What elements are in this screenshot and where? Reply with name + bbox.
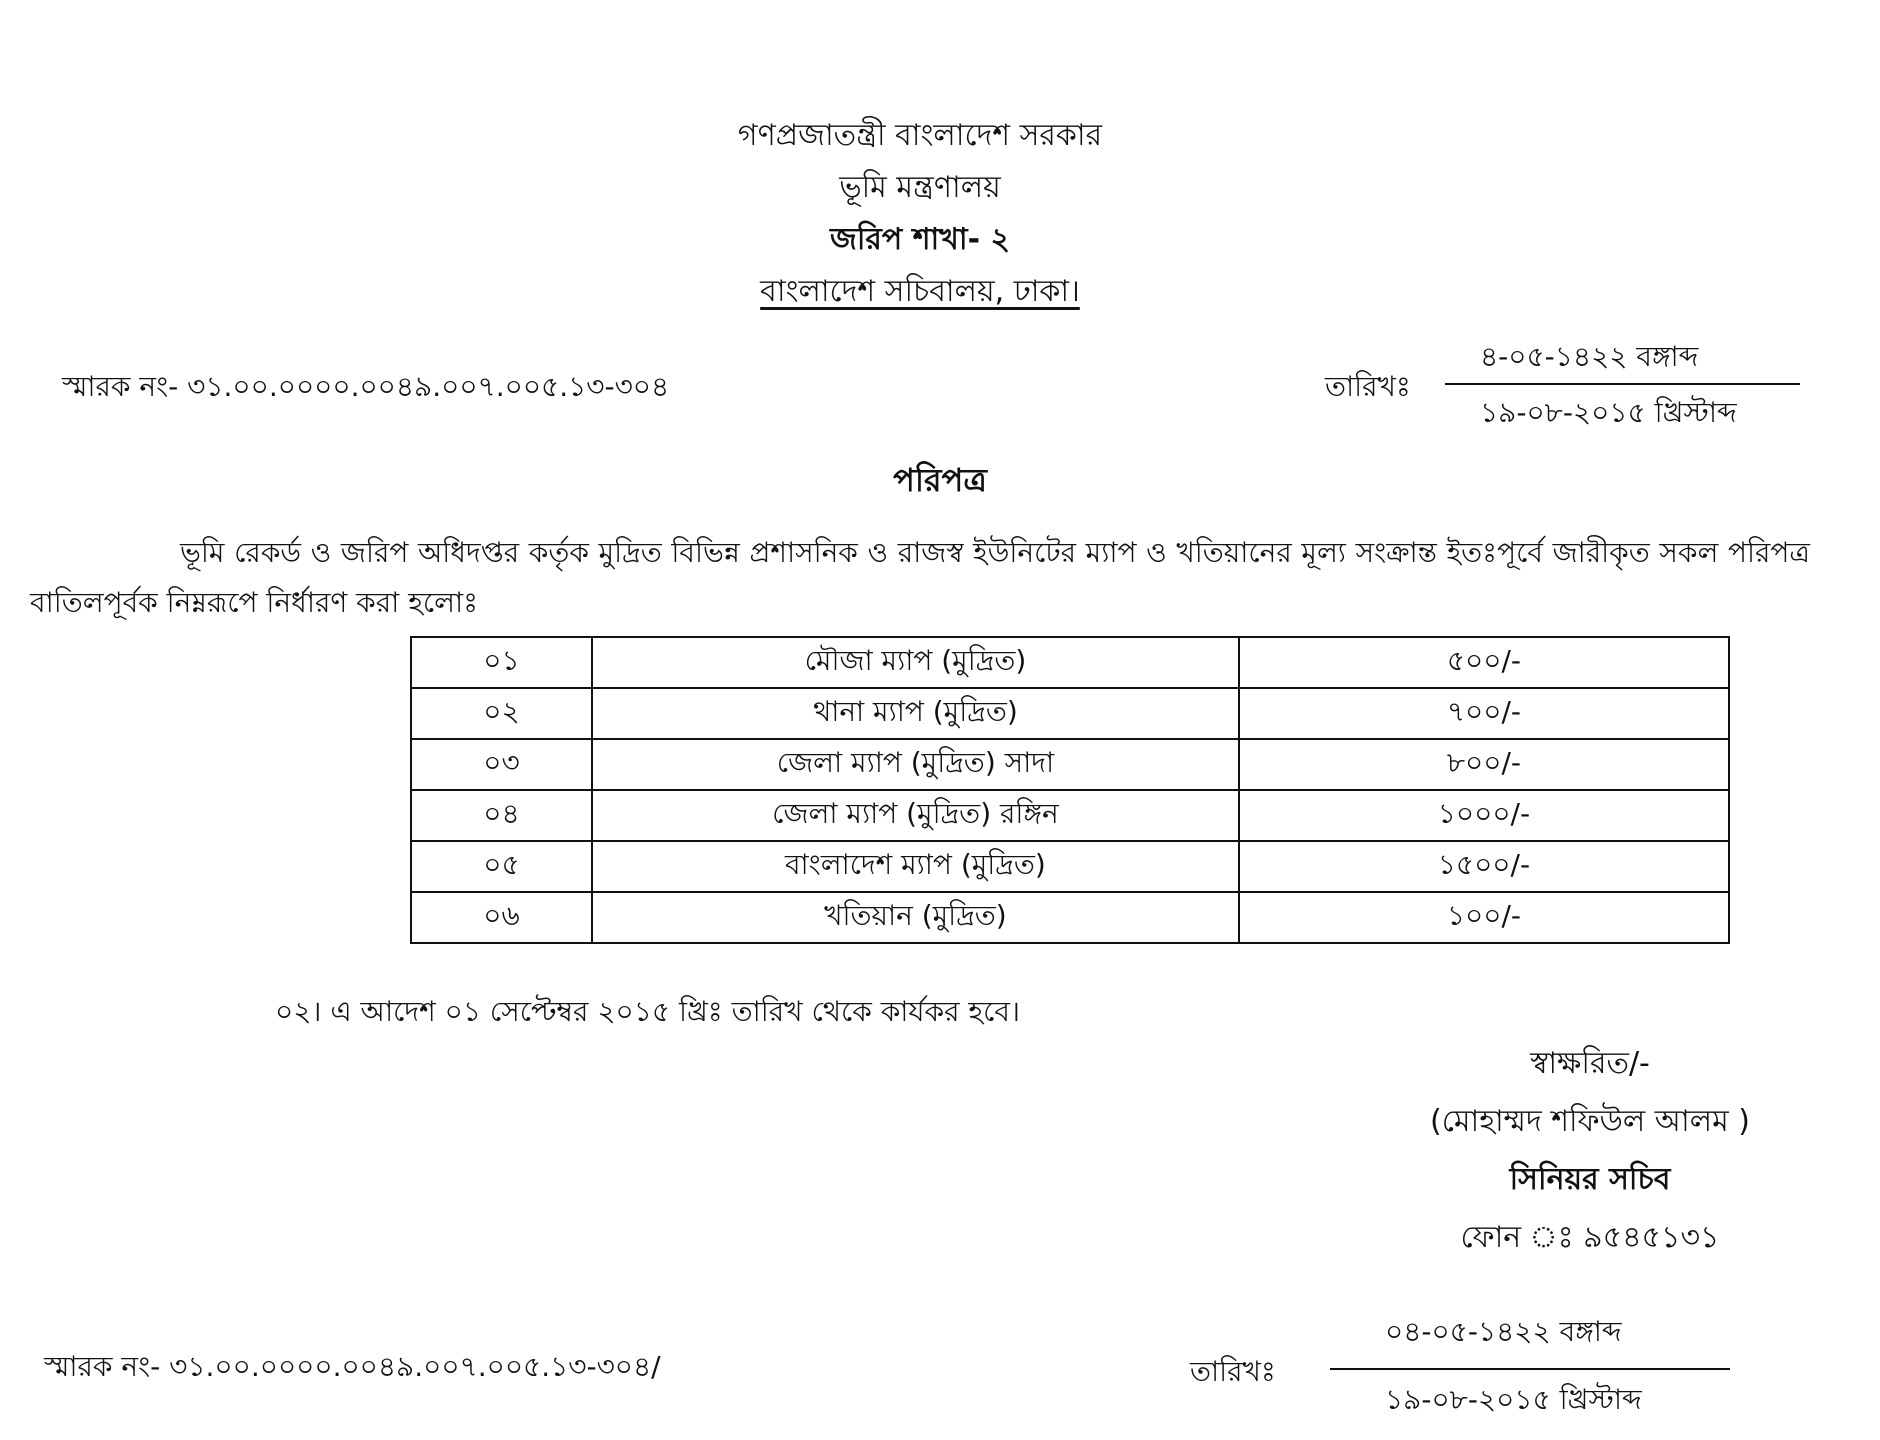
price-cell: ৮০০/- <box>1239 739 1729 790</box>
serial-cell: ০৩ <box>411 739 592 790</box>
price-table-body <box>411 637 1729 943</box>
letterhead <box>640 110 1200 318</box>
memo-number-top: স্মারক নং- ৩১.০০.০০০০.০০৪৯.০০৭.০০৫.১৩-৩০৪ <box>62 370 670 403</box>
serial-cell: ০৬ <box>411 892 592 943</box>
signed-mark: স্বাক্ষরিত/- <box>1530 1046 1650 1081</box>
table-row <box>411 739 1729 790</box>
body-paragraph: ভূমি রেকর্ড ও জরিপ অধিদপ্তর কর্তৃক মুদ্রিত বিভিন্ন প্রশাসনিক ও রাজস্ব ইউনিটের ম্যাপ ও খতিয়ানের মূল্য সংক্রান্ত ইতঃপূর্বে জারীকৃত সকল পরিপত্র বাতিলপূর্বক নিম্নরূপে নির্ধারণ করা হলোঃ <box>30 536 1810 619</box>
table-row <box>411 688 1729 739</box>
price-cell: ১৫০০/- <box>1239 841 1729 892</box>
signatory-designation: সিনিয়র সচিব <box>1509 1162 1671 1197</box>
price-cell: ৭০০/- <box>1239 688 1729 739</box>
date-bangla: ০৪-০৫-১৪২২ বঙ্গাব্দ <box>1385 1315 1622 1348</box>
ministry-name: ভূমি মন্ত্রণালয় <box>839 170 1001 205</box>
table-row <box>411 841 1729 892</box>
serial-cell: ০৫ <box>411 841 592 892</box>
branch-name: জরিপ শাখা- ২ <box>830 222 1010 257</box>
table-row <box>411 892 1729 943</box>
serial-cell: ০২ <box>411 688 592 739</box>
signature-block <box>1380 1035 1800 1267</box>
table-row <box>411 637 1729 688</box>
signatory-phone: ফোন ঃ ৯৫৪৫১৩১ <box>1460 1220 1720 1255</box>
date-block-top <box>1325 335 1805 435</box>
price-cell: ১০০/- <box>1239 892 1729 943</box>
date-english: ১৯-০৮-২০১৫ খ্রিস্টাব্দ <box>1480 396 1737 429</box>
item-cell: জেলা ম্যাপ (মুদ্রিত) রঙ্গিন <box>592 790 1239 841</box>
item-cell: মৌজা ম্যাপ (মুদ্রিত) <box>592 637 1239 688</box>
date-english: ১৯-০৮-২০১৫ খ্রিস্টাব্দ <box>1385 1383 1642 1416</box>
price-table <box>410 636 1730 944</box>
date-label: তারিখঃ <box>1190 1355 1276 1388</box>
price-cell: ১০০০/- <box>1239 790 1729 841</box>
item-cell: থানা ম্যাপ (মুদ্রিত) <box>592 688 1239 739</box>
effective-date-order: ০২। এ আদেশ ০১ সেপ্টেম্বর ২০১৫ খ্রিঃ তারিখ থেকে কার্যকর হবে। <box>275 995 1020 1028</box>
signatory-name: (মোহাম্মদ শফিউল আলম ) <box>1429 1104 1751 1139</box>
date-label: তারিখঃ <box>1325 370 1411 403</box>
date-divider <box>1445 383 1800 385</box>
serial-cell: ০১ <box>411 637 592 688</box>
government-name: গণপ্রজাতন্ত্রী বাংলাদেশ সরকার <box>737 118 1103 153</box>
office-location: বাংলাদেশ সচিবালয়, ঢাকা। <box>760 274 1080 309</box>
date-bangla: ৪-০৫-১৪২২ বঙ্গাব্দ <box>1480 340 1699 373</box>
item-cell: বাংলাদেশ ম্যাপ (মুদ্রিত) <box>592 841 1239 892</box>
item-cell: খতিয়ান (মুদ্রিত) <box>592 892 1239 943</box>
item-cell: জেলা ম্যাপ (মুদ্রিত) সাদা <box>592 739 1239 790</box>
serial-cell: ০৪ <box>411 790 592 841</box>
table-row <box>411 790 1729 841</box>
document-title: পরিপত্র <box>893 461 987 499</box>
date-divider <box>1330 1368 1730 1370</box>
memo-number-bottom: স্মারক নং- ৩১.০০.০০০০.০০৪৯.০০৭.০০৫.১৩-৩০৪/ <box>44 1350 661 1383</box>
price-cell: ৫০০/- <box>1239 637 1729 688</box>
date-block-bottom <box>1190 1310 1750 1440</box>
